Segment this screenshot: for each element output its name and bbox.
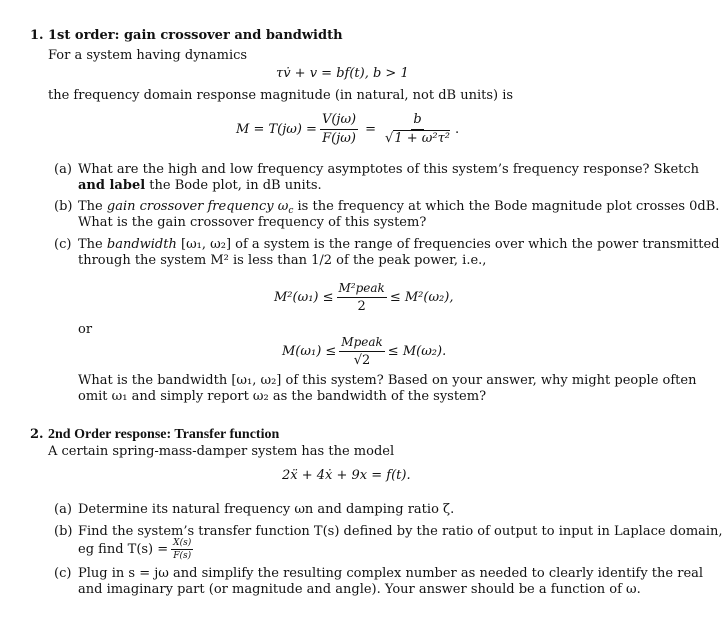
q1-eq-M-sqrt: √ [385,131,394,146]
q1-b-end: is the frequency at which the Bode magnitude plot crosses 0dB. [293,199,720,214]
q2-intro: A certain spring-mass-damper system has the model [48,444,395,459]
q1-eq2-den: √2 [353,353,371,368]
q1-eq1-lhs: M²(ω₁) ≤ [274,289,334,305]
q1-eq1-den: 2 [357,299,366,314]
q1-eq2-lhs: M(ω₁) ≤ [282,343,337,359]
q1-b-line2: What is the gain crossover frequency of this system? [78,215,427,230]
q1-eq-M-num1: V(jω) [320,112,358,130]
q2-a-label: (a) [54,502,72,517]
q1-a-label: (a) [54,162,72,177]
q1-number: 1. [30,28,44,43]
q1-text2: the frequency domain response magnitude (in natural, not dB units) is [48,88,514,103]
q1-a-line2-rest: the Bode plot, in dB units. [145,178,322,193]
q1-eq-M-lhs: M = T(jω) = [236,121,317,137]
q1-eq1-rhs: ≤ M²(ω₂), [389,289,454,305]
q2-c-line1: Plug in s = jω and simplify the resulting complex number as needed to clearly identify the real [78,566,704,581]
q1-c-line2: through the system M² is less than 1/2 of the peak power, i.e., [78,253,487,268]
q1-b-italic: gain crossover frequency [106,199,274,214]
q1-eq-M-den1: F(jω) [322,131,356,146]
q1-eq2 [282,334,446,369]
q2-b-label: (b) [54,524,73,539]
q1-eq-M-den2: 1 + ω²τ² [394,131,450,146]
q2-b-num: X(s) [173,538,192,548]
q2-c-label: (c) [54,566,72,581]
q2-eq: 2ẍ + 4ẋ + 9x = f(t). [282,468,411,483]
q1-c-pre: The [78,237,107,252]
q1-eq1-num: M²peak [337,280,387,298]
q2-b-line1: Find the system’s transfer function T(s) defined by the ratio of output to input in Laplace domain, [78,524,723,539]
q2-b-line2-pre: eg find T(s) = [78,541,169,557]
q2-b-den: F(s) [173,551,192,561]
q1-c-line3: What is the bandwidth [ω₁, ω₂] of this system? Based on your answer, why might people often [78,373,697,388]
q1-eq2-rhs: ≤ M(ω₂). [387,343,447,359]
q1-eq-M: M = T(jω) = $\frac{V(j\omega)}{F(j\omega)}$ = $\frac{b}{\text{√1 + ω²τ²}}$ . [236,112,460,146]
q1-c-post: [ω₁, ω₂] of a system is the range of frequencies over which the power transmitted [176,237,720,252]
q2-c-line2: and imaginary part (or magnitude and angle). Your answer should be a function of ω. [78,582,641,597]
q1-b-label: (b) [54,199,73,214]
q1-eq-M-num2: b [411,112,423,130]
q2-a-line1: Determine its natural frequency ωn and damping ratio ζ. [78,502,455,517]
q2-title: 2nd Order response: Transfer function [48,427,280,442]
q1-a-line1: What are the high and low frequency asymptotes of this system’s frequency response? Sketch [78,162,700,177]
q1-or: or [78,322,93,337]
q1-c-italic: bandwidth [106,237,177,252]
q1-b-pre: The [78,199,107,214]
q1-a-line2-bold: and label [78,178,146,193]
q1-eq1 [274,280,453,315]
q1-eq-dynamics: τv̇ + v = bf(t), b > 1 [276,66,409,81]
q1-title: 1st order: gain crossover and bandwidth [48,28,343,43]
q1-intro: For a system having dynamics [48,48,248,63]
q1-eq2-num: Mpeak [339,334,385,352]
q1-b-sub: c [288,206,294,216]
q2-number: 2. [30,427,44,442]
q1-b-omega: ω [273,199,289,214]
q2-b-line2 [78,538,196,561]
q1-c-label: (c) [54,237,72,252]
q1-c-line4: omit ω₁ and simply report ω₂ as the bandwidth of the system? [78,389,487,404]
q1-eq-M-eq: = [365,121,377,137]
